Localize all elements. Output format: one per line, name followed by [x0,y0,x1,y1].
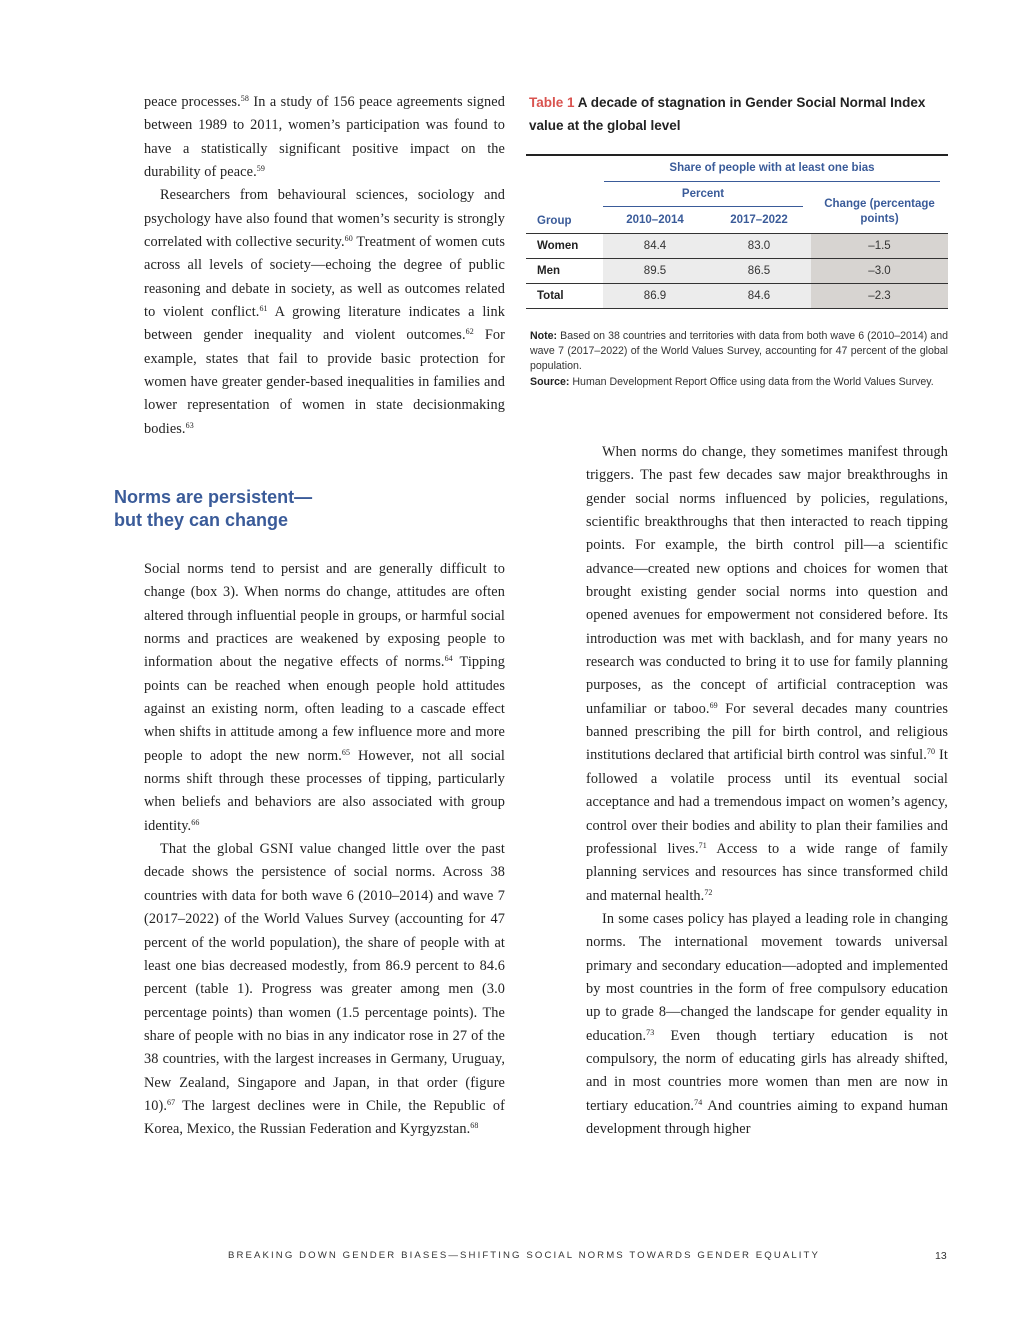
table-label: Table 1 [529,95,575,110]
paragraph-text: Social norms tend to persist and are generally difficult to change (box 3). When norms do change, attitudes are often altered through influential people in groups, or harmful social norms and practices are weakened by exposing people to information about the negative effects of norms. [144,561,505,671]
section-heading [114,486,414,532]
header-share-span: Share of people with at least one bias [526,155,948,182]
footnote-ref: 73 [646,1027,655,1037]
paragraph [144,91,505,184]
header-year: 2010–2014 [626,214,684,226]
paragraph-text: In some cases policy has played a leading role in changing norms. The international movement towards universal primary and secondary education—adopted and implemented by most countries in the form of free compulsory education up to grade 8—changed the landscape for gender equality in education. [586,910,948,1044]
paragraph-text: And countries aiming to expand human development through higher [586,1097,948,1137]
header-year: 2017–2022 [730,214,788,226]
table-note [530,329,948,375]
footnote-ref: 64 [444,654,453,664]
paragraph [144,838,505,1141]
table-row [526,234,948,259]
footnote-ref: 63 [185,420,194,430]
group-cell: Total [537,290,564,302]
paragraph-text: Access to a wide range of family planning services and resources has since transformed child and maternal health. [586,840,948,904]
paragraph-text: That the global GSNI value changed little over the past decade shows the persistence of social norms. Across 38 countries with data for both wave 6 (2010–2014) and wave 7 (2017–2022) of the World Values Survey (accounting for 47 percent of the world population), the share of people with at least one bias decreased modestly, from 86.9 percent to 84.6 percent (table 1). Progress was greater among men (3.0 percentage points) than women (1.5 percentage points). The share of people with no bias in any indicator rose in 27 of the 38 countries, with the largest increases in Germany, Uruguay, New Zealand, Singapore and Japan, in that order (figure 10). [144,841,505,1114]
table-source [530,375,948,390]
footnote-ref: 65 [341,747,351,757]
footnote-ref: 74 [694,1097,703,1107]
footnote-ref: 61 [259,304,268,314]
value-cell: 89.5 [603,259,707,284]
paragraph-text: A growing literature indicates a link between gender inequality and violent outcomes. [144,304,505,344]
source-label: Source: [530,375,570,388]
page-number: 13 [935,1250,947,1262]
footnote-ref: 70 [926,747,936,757]
source-text: Human Development Report Office using data from the World Values Survey. [572,375,934,388]
paragraph [586,441,948,908]
value-cell: 86.5 [707,259,811,284]
paragraph-text: In a study of 156 peace agreements signed between 1989 to 2011, women’s participation was found to have a statistically significant positive impact on the durability of peace. [144,94,505,181]
table-row [526,284,948,309]
footnote-ref: 68 [470,1121,479,1131]
header-group: Group [537,215,572,227]
paragraph [144,558,505,838]
footnote-ref: 60 [344,234,353,244]
paragraph-text: For several decades many countries banned prescribing the pill for birth control, and religious institutions declared that artificial birth control was sinful. [586,700,948,764]
paragraph-text: For example, states that fail to provide basic protection for women have greater gender-based inequalities in families and lower representation of women in state decisionmaking bodies. [144,327,505,437]
footnote-ref: 71 [698,840,707,850]
note-label: Note: [530,330,558,342]
footnote-ref: 62 [465,327,474,337]
section-heading-line-2: but they can change [114,510,289,530]
right-column [586,441,948,1141]
footnote-ref: 72 [704,887,713,897]
table-title [529,91,944,137]
table-row [526,259,948,284]
note-text: Based on 38 countries and territories with data from both wave 6 (2010–2014) and wave 7 (2017–2022) of the World Values Survey, accounting for 47 percent of the global population. [530,330,948,373]
paragraph-text: However, not all social norms shift through these processes of tipping, particularly when beliefs and behaviors are also associated with group identity. [144,747,505,834]
group-cell: Women [537,240,579,252]
paragraph-text: When norms do change, they sometimes manifest through triggers. The past few decades saw major breakthroughs in gender social norms influenced by policies, regulations, scientific breakthroughs that then interacted to reach tipping points. For example, the birth control pill—a scientific advance—created new options and choices for women that brought existing gender social norms into question and opened avenues for empowerment not considered before. Its introduction was met with backlash, and for many years no research was conducted to bring it to use for family planning purposes, as the concept of artificial contraception was unfamiliar or taboo. [586,444,948,717]
data-table [526,154,948,309]
paragraph-text: Tipping points can be reached when enough people hold attitudes against an existing norm, often leading to a cascade effect when shifts in attitude among a few influence more and more people to adopt the new norm. [144,654,505,764]
left-column-top [144,91,505,441]
footnote-ref: 58 [240,94,249,103]
table-title-text: A decade of stagnation in Gender Social Normal Index value at the global level [529,95,926,133]
change-cell: –3.0 [811,259,948,284]
footnote-ref: 66 [191,817,200,827]
footnote-ref: 69 [709,700,718,710]
left-column-bottom [144,558,505,1142]
value-cell: 84.4 [603,234,707,259]
header-change: Change (percentage points) [824,198,935,225]
group-cell: Men [537,265,560,277]
footnote-ref: 67 [167,1097,176,1107]
paragraph-text: Researchers from behavioural sciences, sociology and psychology have also found that women’s security is strongly correlated with collective security. [144,187,505,251]
footnote-ref: 59 [256,164,265,174]
paragraph-text: It followed a volatile process until its eventual social acceptance and had a tremendous impact on women’s agency, control over their bodies and ability to plan their families and professional lives. [586,747,948,857]
paragraph [586,908,948,1141]
change-cell: –2.3 [811,284,948,309]
table-1-block [526,91,948,390]
running-title: BREAKING DOWN GENDER BIASES—SHIFTING SOCIAL NORMS TOWARDS GENDER EQUALITY [228,1250,821,1261]
section-heading-line-1: Norms are persistent— [114,487,313,507]
value-cell: 83.0 [707,234,811,259]
paragraph-text: peace processes. [144,94,241,110]
value-cell: 86.9 [603,284,707,309]
paragraph-text: Treatment of women cuts across all levels of society—echoing the degree of public reasoning and debate in society, as well as outcomes related to violent conflict. [144,234,505,321]
header-percent: Percent [603,182,811,207]
paragraph [144,184,505,441]
paragraph-text: Even though tertiary education is not compulsory, the norm of educating girls has already shifted, and in most countries more women than men are now in tertiary education. [586,1027,948,1114]
value-cell: 84.6 [707,284,811,309]
paragraph-text: The largest declines were in Chile, the Republic of Korea, Mexico, the Russian Federation and Kyrgyzstan. [144,1097,505,1138]
change-cell: –1.5 [811,234,948,259]
